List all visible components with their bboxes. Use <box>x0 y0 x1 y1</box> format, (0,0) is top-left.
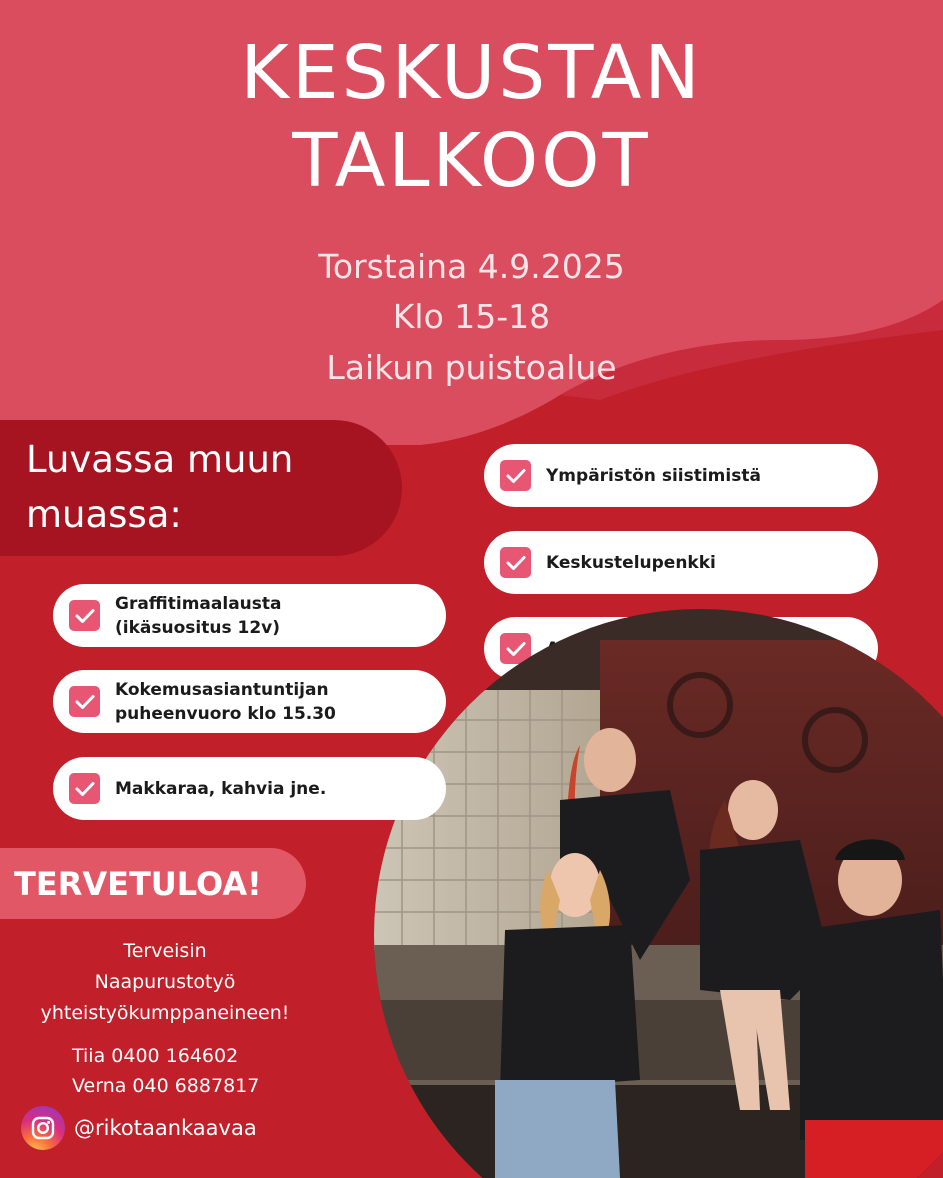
greeting-line-2: Naapurustotyö <box>94 971 236 993</box>
intro-line-1: Luvassa muun <box>26 438 294 481</box>
instagram-icon <box>21 1106 65 1150</box>
item-label: Kokemusasiantuntijan puheenvuoro klo 15.30 <box>115 679 336 724</box>
welcome-text: TERVETULOA! <box>14 865 262 903</box>
instagram-handle[interactable]: @rikotaankaavaa <box>74 1116 257 1140</box>
item-label: Graffitimaalausta (ikäsuositus 12v) <box>115 593 282 638</box>
list-item-refreshments <box>53 757 446 820</box>
greeting-line-1: Terveisin <box>123 940 207 962</box>
checkbox-icon <box>69 773 100 804</box>
checkbox-icon <box>69 686 100 717</box>
event-time: Klo 15-18 <box>392 297 551 336</box>
contact-tiia: Tiia 0400 164602 <box>72 1045 239 1067</box>
greeting-line-3: yhteistyökumppaneineen! <box>40 1002 290 1024</box>
list-item-graffiti <box>53 584 446 647</box>
title-line-1: KESKUSTAN <box>240 30 703 116</box>
list-item-expert-talk <box>53 670 446 733</box>
item-label: Keskustelupenkki <box>546 552 716 573</box>
item-label: Ympäristön siistimistä <box>546 465 761 486</box>
checkbox-icon <box>69 600 100 631</box>
event-place: Laikun puistoalue <box>326 348 617 387</box>
event-date: Torstaina 4.9.2025 <box>318 247 625 286</box>
title-line-2: TALKOOT <box>292 118 651 204</box>
item-label: Makkaraa, kahvia jne. <box>115 778 327 799</box>
contact-verna: Verna 040 6887817 <box>72 1075 260 1097</box>
intro-line-2: muassa: <box>26 493 182 536</box>
